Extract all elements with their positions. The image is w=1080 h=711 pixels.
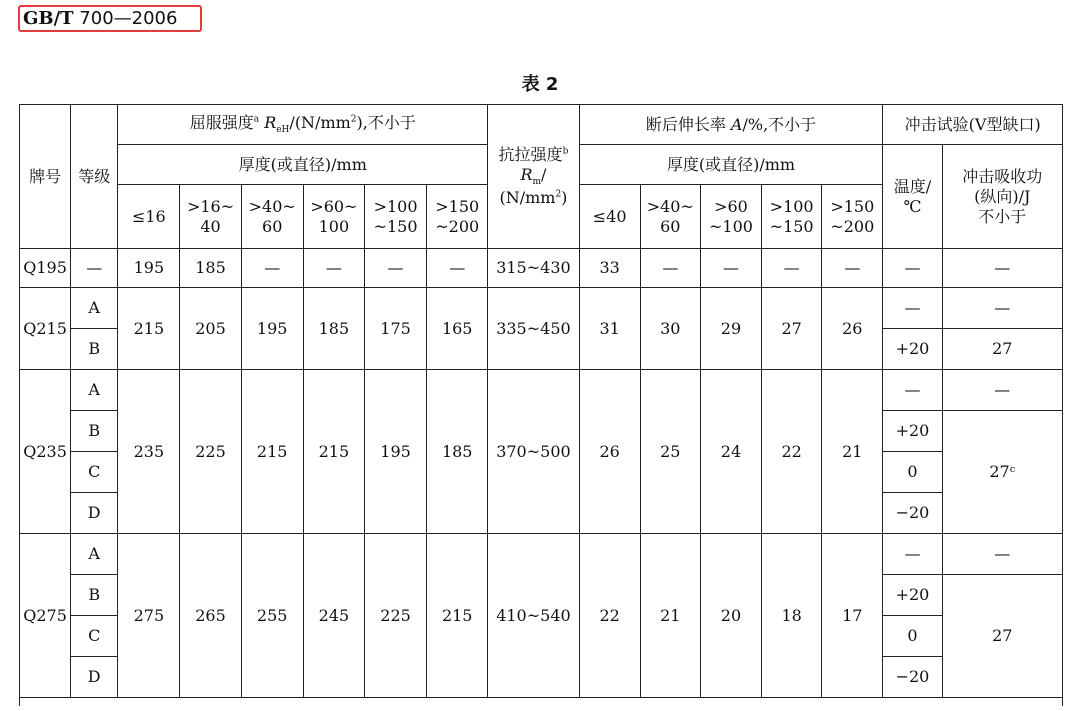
yield-value: — [364,249,426,288]
elong-value: 22 [762,370,822,534]
tensile-value: 335~450 [488,288,579,370]
yield-value: 225 [364,534,426,698]
elong-value: 22 [579,534,640,698]
elong-value: 24 [700,370,761,534]
energy-value: 27 [942,575,1062,698]
tensile-value: 410~540 [488,534,579,698]
grade-cell: B [71,575,118,616]
table-footnote-row [20,698,1063,707]
elong-col-1: ≤40 [579,185,640,249]
elong-value: 21 [640,534,700,698]
header-temperature: 温度/ ℃ [883,145,942,249]
table-row [20,370,1063,411]
elong-value: 20 [700,534,761,698]
yield-value: 265 [180,534,241,698]
header-grade: 等级 [71,105,118,249]
table-row [20,534,1063,575]
temperature-value: 0 [883,452,942,493]
yield-value: 185 [303,288,364,370]
elong-col-5: >150 ~200 [822,185,883,249]
yield-value: 215 [241,370,303,534]
temperature-value: — [883,534,942,575]
yield-value: 245 [303,534,364,698]
yield-value: — [427,249,488,288]
temperature-value: — [883,288,942,329]
yield-value: — [241,249,303,288]
yield-col-5: >100 ~150 [364,185,426,249]
brand-cell: Q195 [20,249,71,288]
tensile-value: 370~500 [488,370,579,534]
elong-value: — [822,249,883,288]
yield-col-2: >16~ 40 [180,185,241,249]
grade-cell: C [71,452,118,493]
elong-value: — [640,249,700,288]
energy-value: — [942,249,1062,288]
temperature-value: — [883,249,942,288]
grade-cell: B [71,329,118,370]
yield-value: 275 [118,534,180,698]
elong-value: 29 [700,288,761,370]
temperature-value: −20 [883,657,942,698]
yield-value: 195 [364,370,426,534]
brand-cell: Q275 [20,534,71,698]
grade-cell: B [71,411,118,452]
header-elongation: 断后伸长率 A/%,不小于 [579,105,883,145]
elong-value: 26 [579,370,640,534]
header-impact-energy: 冲击吸收功 (纵向)/J 不小于 [942,145,1062,249]
elong-value: 26 [822,288,883,370]
tensile-value: 315~430 [488,249,579,288]
yield-value: 195 [118,249,180,288]
header-brand: 牌号 [20,105,71,249]
elong-col-2: >40~ 60 [640,185,700,249]
footnote-area [20,698,1063,707]
table-row [20,288,1063,329]
yield-col-6: >150 ~200 [427,185,488,249]
elong-value: 18 [762,534,822,698]
yield-value: 225 [180,370,241,534]
brand-cell: Q235 [20,370,71,534]
yield-value: 235 [118,370,180,534]
elong-value: 17 [822,534,883,698]
temperature-value: 0 [883,616,942,657]
yield-value: 185 [180,249,241,288]
grade-cell: — [71,249,118,288]
elong-value: — [762,249,822,288]
yield-value: 215 [303,370,364,534]
grade-cell: A [71,370,118,411]
elong-col-3: >60 ~100 [700,185,761,249]
elong-value: 33 [579,249,640,288]
yield-value: 195 [241,288,303,370]
standard-prefix: GB/T [23,8,74,29]
standard-number: 700—2006 [79,8,178,29]
elong-value: 25 [640,370,700,534]
grade-cell: C [71,616,118,657]
yield-col-3: >40~ 60 [241,185,303,249]
elong-col-4: >100 ~150 [762,185,822,249]
yield-value: 215 [427,534,488,698]
temperature-value: — [883,370,942,411]
temperature-value: +20 [883,575,942,616]
elong-value: 31 [579,288,640,370]
yield-value: 175 [364,288,426,370]
header-yield-thickness: 厚度(或直径)/mm [118,145,488,185]
grade-cell: D [71,657,118,698]
elong-value: 21 [822,370,883,534]
elong-value: 27 [762,288,822,370]
temperature-value: +20 [883,329,942,370]
steel-grade-table [19,104,1063,706]
header-yield-strength: 屈服强度$^a$ $R_{eH}/(N/mm^2)$,不小于 [118,105,488,145]
energy-value: 27ᶜ [942,411,1062,534]
brand-cell: Q215 [20,288,71,370]
header-tensile-strength: 抗拉强度$^b$ $R_m/$ $(N/mm^2)$ [488,105,579,249]
yield-value: 165 [427,288,488,370]
elong-value: — [700,249,761,288]
table-caption: 表 2 [521,74,559,95]
yield-col-1: ≤16 [118,185,180,249]
yield-value: — [303,249,364,288]
header-elong-thickness: 厚度(或直径)/mm [579,145,883,185]
standard-code-box [18,5,202,32]
temperature-value: +20 [883,411,942,452]
yield-value: 205 [180,288,241,370]
table-row [20,249,1063,288]
yield-col-4: >60~ 100 [303,185,364,249]
yield-value: 255 [241,534,303,698]
temperature-value: −20 [883,493,942,534]
energy-value: — [942,370,1062,411]
yield-value: 185 [427,370,488,534]
grade-cell: D [71,493,118,534]
grade-cell: A [71,534,118,575]
header-impact-test: 冲击试验(V型缺口) [883,105,1063,145]
yield-value: 215 [118,288,180,370]
energy-value: — [942,534,1062,575]
grade-cell: A [71,288,118,329]
elong-value: 30 [640,288,700,370]
energy-value: — [942,288,1062,329]
energy-value: 27 [942,329,1062,370]
